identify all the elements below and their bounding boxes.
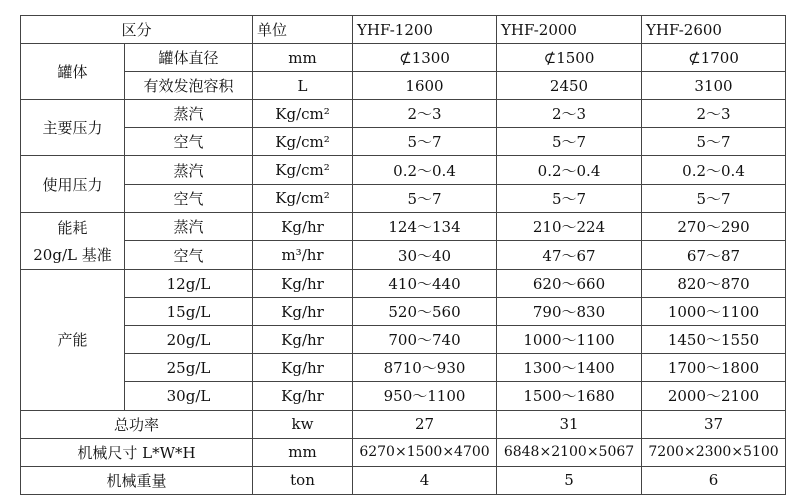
row-value: 4 (353, 466, 497, 494)
row-label-weight: 机械重量 (21, 466, 253, 494)
row-value: 2～3 (642, 100, 786, 128)
row-sub: 25g/L (125, 354, 253, 382)
group-capacity: 产能 (21, 270, 125, 410)
row-value: 5～7 (497, 128, 642, 156)
row-value: 1300～1400 (497, 354, 642, 382)
row-label-power: 总功率 (21, 410, 253, 438)
row-value: 0.2～0.4 (353, 156, 497, 184)
row-value: 270～290 (642, 212, 786, 241)
row-value: 0.2～0.4 (642, 156, 786, 184)
table-row (21, 466, 786, 494)
row-value: 0.2～0.4 (497, 156, 642, 184)
row-label-dimensions: 机械尺寸 L*W*H (21, 438, 253, 466)
row-sub: 蒸汽 (125, 156, 253, 184)
row-value: 1450～1550 (642, 326, 786, 354)
table-row (21, 326, 786, 354)
header-model-2: YHF-2000 (497, 16, 642, 44)
row-value: 47～67 (497, 241, 642, 270)
row-sub: 20g/L (125, 326, 253, 354)
row-sub: 15g/L (125, 298, 253, 326)
row-value: ⊄1700 (642, 44, 786, 72)
row-value: 5 (497, 466, 642, 494)
table-row (21, 100, 786, 128)
table-row (21, 410, 786, 438)
row-value: 6 (642, 466, 786, 494)
table-row (21, 156, 786, 184)
group-use-pressure: 使用压力 (21, 156, 125, 212)
table-row (21, 438, 786, 466)
table-row (21, 382, 786, 410)
row-value: 790～830 (497, 298, 642, 326)
table-row (21, 212, 786, 241)
group-main-pressure: 主要压力 (21, 100, 125, 156)
group-energy-line1: 能耗 (57, 218, 88, 237)
table-row (21, 270, 786, 298)
row-unit: Kg/hr (253, 326, 353, 354)
table-row (21, 241, 786, 270)
row-sub: 12g/L (125, 270, 253, 298)
row-value: 2450 (497, 72, 642, 100)
row-sub: 蒸汽 (125, 100, 253, 128)
row-sub: 30g/L (125, 382, 253, 410)
row-value: 5～7 (642, 128, 786, 156)
header-category: 区分 (21, 16, 253, 44)
row-value: 820～870 (642, 270, 786, 298)
row-value: 210～224 (497, 212, 642, 241)
row-value: 700～740 (353, 326, 497, 354)
row-unit: Kg/hr (253, 298, 353, 326)
row-value: 2000～2100 (642, 382, 786, 410)
row-value: 1700～1800 (642, 354, 786, 382)
row-sub: 罐体直径 (125, 44, 253, 72)
row-value: 31 (497, 410, 642, 438)
row-unit: Kg/cm² (253, 184, 353, 212)
row-value: 5～7 (353, 128, 497, 156)
row-value: 37 (642, 410, 786, 438)
row-value: 6270×1500×4700 (353, 438, 497, 466)
row-sub: 空气 (125, 128, 253, 156)
table-row (21, 354, 786, 382)
table-row (21, 44, 786, 72)
row-value: 410～440 (353, 270, 497, 298)
group-tank: 罐体 (21, 44, 125, 100)
row-value: 7200×2300×5100 (642, 438, 786, 466)
row-unit: Kg/hr (253, 212, 353, 241)
row-sub: 蒸汽 (125, 212, 253, 241)
row-unit: ton (253, 466, 353, 494)
row-value: 67～87 (642, 241, 786, 270)
row-unit: Kg/cm² (253, 128, 353, 156)
row-value: 5～7 (353, 184, 497, 212)
row-unit: mm (253, 44, 353, 72)
table-row (21, 184, 786, 212)
row-value: 950～1100 (353, 382, 497, 410)
row-value: ⊄1300 (353, 44, 497, 72)
row-value: 620～660 (497, 270, 642, 298)
row-unit: Kg/cm² (253, 100, 353, 128)
row-value: ⊄1500 (497, 44, 642, 72)
row-value: 124～134 (353, 212, 497, 241)
row-value: 2～3 (353, 100, 497, 128)
row-sub: 空气 (125, 241, 253, 270)
row-unit: kw (253, 410, 353, 438)
row-unit: mm (253, 438, 353, 466)
group-energy-line2: 20g/L 基准 (33, 245, 112, 264)
row-value: 1600 (353, 72, 497, 100)
row-sub: 有效发泡容积 (125, 72, 253, 100)
group-energy (21, 212, 125, 269)
header-model-3: YHF-2600 (642, 16, 786, 44)
row-unit: Kg/cm² (253, 156, 353, 184)
row-unit: L (253, 72, 353, 100)
row-value: 5～7 (497, 184, 642, 212)
row-value: 2～3 (497, 100, 642, 128)
header-model-1: YHF-1200 (353, 16, 497, 44)
row-value: 520～560 (353, 298, 497, 326)
row-value: 3100 (642, 72, 786, 100)
row-unit: Kg/hr (253, 270, 353, 298)
row-value: 1000～1100 (642, 298, 786, 326)
table-row (21, 72, 786, 100)
row-unit: m³/hr (253, 241, 353, 270)
header-row (21, 16, 786, 44)
row-value: 8710～930 (353, 354, 497, 382)
row-value: 5～7 (642, 184, 786, 212)
row-value: 30～40 (353, 241, 497, 270)
row-value: 6848×2100×5067 (497, 438, 642, 466)
row-unit: Kg/hr (253, 382, 353, 410)
table-row (21, 298, 786, 326)
row-value: 27 (353, 410, 497, 438)
row-value: 1500～1680 (497, 382, 642, 410)
row-sub: 空气 (125, 184, 253, 212)
spec-table (20, 15, 786, 495)
table-row (21, 128, 786, 156)
row-unit: Kg/hr (253, 354, 353, 382)
row-value: 1000～1100 (497, 326, 642, 354)
header-unit: 单位 (253, 16, 353, 44)
